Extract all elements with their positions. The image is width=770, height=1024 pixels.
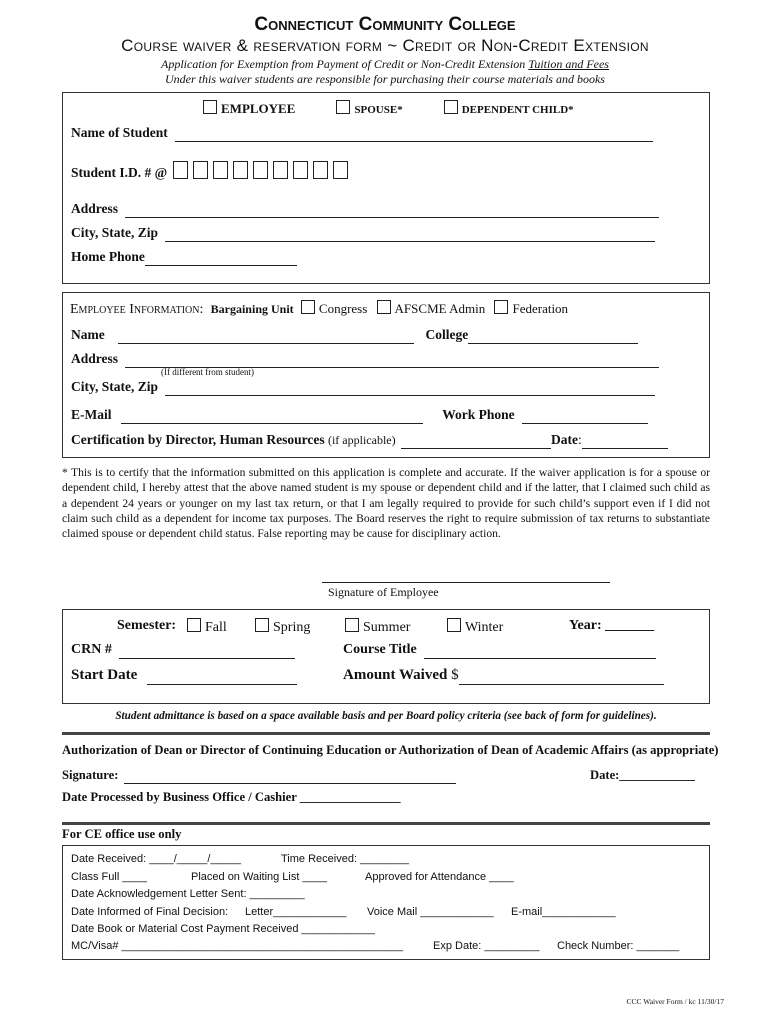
footer: CCC Waiver Form / kc 11/30/17 — [626, 997, 724, 1006]
afscme-checkbox[interactable] — [377, 300, 391, 314]
auth-date-field[interactable]: ____________ — [619, 768, 695, 782]
unit-afscme[interactable]: AFSCME Admin — [377, 301, 486, 316]
semester-spring[interactable]: Spring — [255, 618, 310, 636]
year-label: Year: — [569, 618, 602, 633]
subtitle — [0, 57, 770, 72]
dependent-checkbox[interactable] — [444, 100, 458, 114]
employee-city-label: City, State, Zip — [71, 379, 159, 394]
employee-email-row — [71, 407, 648, 424]
employee-address-row — [71, 351, 659, 368]
final-letter[interactable]: Letter____________ — [245, 906, 347, 918]
student-phone-field[interactable] — [145, 249, 297, 266]
congress-checkbox[interactable] — [301, 300, 315, 314]
subtitle-2: Under this waiver students are responsible for purchasing their course materials and books — [165, 72, 605, 86]
certification-text: * This is to certify that the information submitted on this application is complete and accurate. If the waiver application is for a spouse or dependent child, I hereby attest that the above named student is my spouse or dependent child and if the latter, that I claimed such child as a dependent 24 years or younger on my last tax return, or that I am legally required to provide for such child’s support even if I did not claim such child as a dependent for income tax purposes. The Board reserves the right to require submission of tax returns to substantiate claimed spouse or dependent child status. False reporting may be cause for disciplinary action. — [62, 466, 710, 541]
college-field[interactable] — [468, 327, 638, 344]
student-name-field[interactable] — [175, 125, 653, 142]
auth-signature-label: Signature: — [62, 768, 119, 782]
student-address-field[interactable] — [125, 201, 659, 218]
student-city-label: City, State, Zip — [71, 225, 159, 240]
ack-letter[interactable]: Date Acknowledgement Letter Sent: _________ — [71, 888, 305, 900]
student-phone-label: Home Phone — [71, 249, 145, 264]
date-received[interactable]: Date Received: ____/_____/_____ — [71, 853, 242, 865]
certification-row — [71, 432, 668, 449]
check-number[interactable]: Check Number: _______ — [557, 940, 680, 952]
course-title-row — [343, 642, 656, 659]
cert-label: Certification by Director, Human Resources — [71, 432, 325, 447]
waiting-list[interactable]: Placed on Waiting List ____ — [191, 871, 327, 883]
divider-2 — [62, 822, 710, 825]
auth-signature-row — [62, 768, 456, 784]
signature-label: Signature of Employee — [328, 585, 439, 599]
amount-symbol: $ — [451, 667, 459, 683]
semester-fall[interactable]: Fall — [187, 618, 227, 636]
cert-date-label: Date — [550, 432, 578, 447]
course-title-field[interactable] — [424, 642, 656, 659]
semester-label: Semester: — [117, 618, 177, 633]
role-options — [203, 100, 574, 117]
book-payment[interactable]: Date Book or Material Cost Payment Received ____________ — [71, 923, 375, 935]
cert-field[interactable] — [401, 432, 551, 449]
crn-label: CRN # — [71, 642, 112, 657]
course-section — [62, 609, 710, 704]
role-spouse[interactable]: SPOUSE* — [336, 102, 402, 116]
role-dependent[interactable]: DEPENDENT CHILD* — [444, 102, 574, 116]
employee-city-row — [71, 379, 655, 396]
ce-office-heading: For CE office use only — [62, 827, 182, 841]
subtitle-underlined: Tuition and Fees — [528, 57, 609, 71]
student-city-row — [71, 225, 655, 242]
processed-row — [62, 790, 401, 805]
amount-row — [343, 667, 664, 685]
student-id-row — [71, 161, 353, 181]
course-title-label: Course Title — [343, 642, 417, 657]
student-section — [62, 92, 710, 284]
bargaining-label: Bargaining Unit — [210, 302, 294, 316]
student-city-field[interactable] — [165, 225, 655, 242]
class-full[interactable]: Class Full ____ — [71, 871, 147, 883]
cert-date-field[interactable] — [582, 432, 668, 449]
summer-checkbox[interactable] — [345, 618, 359, 632]
employee-section — [62, 292, 710, 458]
semester-winter[interactable]: Winter — [447, 618, 503, 636]
unit-federation[interactable]: Federation — [494, 301, 568, 316]
email-field[interactable] — [121, 407, 423, 424]
final-decision: Date Informed of Final Decision: — [71, 906, 229, 918]
employee-address-field[interactable] — [125, 351, 659, 368]
auth-signature-field[interactable] — [124, 768, 456, 784]
spouse-checkbox[interactable] — [336, 100, 350, 114]
amount-label: Amount Waived — [343, 667, 448, 683]
ce-office-box — [62, 845, 710, 960]
crn-row — [71, 642, 295, 659]
semester-summer[interactable]: Summer — [345, 618, 410, 636]
final-voice-mail[interactable]: Voice Mail ____________ — [367, 906, 494, 918]
role-employee[interactable]: EMPLOYEE — [203, 102, 295, 116]
cert-note: (if applicable) — [327, 433, 396, 447]
winter-checkbox[interactable] — [447, 618, 461, 632]
year-row — [569, 618, 654, 634]
student-id-label: Student I.D. # @ — [71, 165, 168, 180]
time-received[interactable]: Time Received: ________ — [281, 853, 410, 865]
fall-checkbox[interactable] — [187, 618, 201, 632]
employee-checkbox[interactable] — [203, 100, 217, 114]
year-field[interactable]: _______ — [605, 618, 655, 633]
employee-name-row — [71, 327, 638, 344]
college-label: College — [425, 327, 469, 342]
work-phone-field[interactable] — [522, 407, 648, 424]
student-name-row — [71, 125, 653, 142]
auth-date-label: Date: — [590, 768, 620, 782]
unit-congress[interactable]: Congress — [301, 301, 367, 316]
spring-checkbox[interactable] — [255, 618, 269, 632]
crn-field[interactable] — [119, 642, 295, 659]
student-id-boxes[interactable] — [173, 165, 353, 180]
start-field[interactable] — [147, 667, 297, 685]
student-name-label: Name of Student — [71, 125, 168, 140]
amount-field[interactable] — [459, 667, 664, 685]
employee-header-row — [70, 300, 568, 318]
work-phone-label: Work Phone — [442, 407, 515, 422]
form-title: Course waiver & reservation form ~ Credit or Non-Credit Extension — [121, 36, 649, 55]
student-address-label: Address — [71, 201, 119, 216]
mc-visa[interactable]: MC/Visa# ______________________________________________ — [71, 940, 403, 952]
admittance-note: Student admittance is based on a space available basis and per Board policy criteria (see back of form for guidelines). — [115, 710, 657, 722]
employee-name-label: Name — [71, 327, 105, 342]
auth-date-row — [590, 768, 695, 783]
email-label: E-Mail — [71, 407, 112, 422]
start-label: Start Date — [71, 667, 138, 683]
processed-label: Date Processed by Business Office / Cashier — [62, 790, 297, 804]
processed-field[interactable]: ________________ — [299, 790, 401, 804]
employee-city-field[interactable] — [165, 379, 655, 396]
employee-address-label: Address — [71, 351, 119, 366]
employee-name-field[interactable] — [118, 327, 414, 344]
address-note: (If different from student) — [161, 367, 255, 377]
final-email[interactable]: E-mail____________ — [511, 906, 616, 918]
authorization-heading: Authorization of Dean or Director of Continuing Education or Authorization of Dean of Academic Affairs (as appropriate) — [62, 743, 719, 757]
student-address-row — [71, 201, 659, 218]
approved-attendance[interactable]: Approved for Attendance ____ — [365, 871, 514, 883]
divider-1 — [62, 732, 710, 735]
exp-date[interactable]: Exp Date: _________ — [433, 940, 540, 952]
signature-line[interactable] — [322, 582, 610, 583]
employee-heading: Employee Information: — [70, 302, 204, 317]
student-phone-row — [71, 249, 297, 266]
start-row — [71, 667, 297, 685]
cert-date-colon: : — [577, 432, 582, 447]
subtitle-prefix: Application for Exemption from Payment of Credit or Non-Credit Extension — [161, 57, 529, 71]
federation-checkbox[interactable] — [494, 300, 508, 314]
college-title: Connecticut Community College — [254, 14, 516, 35]
